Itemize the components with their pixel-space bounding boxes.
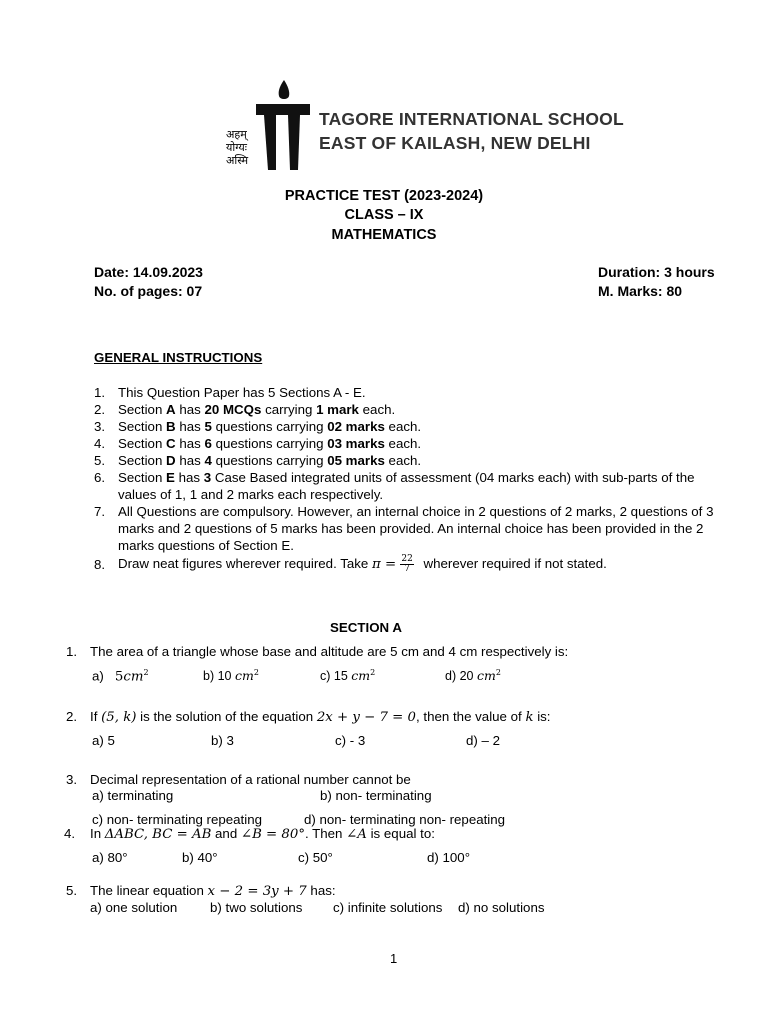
q2-option-b: b) 3	[211, 733, 234, 748]
page-number: 1	[390, 951, 398, 966]
instructions-heading: GENERAL INSTRUCTIONS	[94, 350, 263, 365]
school-name: TAGORE INTERNATIONAL SCHOOL	[319, 109, 624, 129]
q1-option-b: b) 10 $cm^2$	[203, 668, 259, 684]
q3-number: 3.	[66, 772, 78, 787]
q5-option-a: a) one solution	[90, 900, 178, 915]
class-title: CLASS – IX	[344, 207, 424, 223]
q4-option-c: c) 50°	[298, 850, 333, 865]
q4-option-b: b) 40°	[182, 850, 218, 865]
date: Date: 14.09.2023	[94, 264, 203, 280]
page-count: No. of pages: 07	[94, 283, 203, 299]
duration: Duration: 3 hours	[598, 264, 715, 280]
fraction-22-7: $\frac{22}{7}$	[401, 554, 413, 574]
max-marks: M. Marks: 80	[598, 283, 683, 299]
subject-title: MATHEMATICS	[331, 227, 437, 243]
q4-option-d: d) 100°	[427, 850, 471, 865]
q3-option-d: d) non- terminating non- repeating	[304, 812, 506, 827]
q2-option-d: d) – 2	[466, 733, 501, 748]
q3-option-a: a) terminating	[92, 788, 174, 803]
q5-option-c: c) infinite solutions	[333, 900, 443, 915]
q1-option-d: d) 20 $cm^2$	[445, 668, 501, 684]
q1-option-c: c) 15 $cm^2$	[320, 668, 376, 684]
q3-text: Decimal representation of a rational number cannot be	[90, 772, 411, 787]
section-a-heading: SECTION A	[330, 620, 402, 635]
q1-text: The area of a triangle whose base and altitude are 5 cm and 4 cm respectively is:	[90, 644, 569, 659]
q5-option-d: d) no solutions	[458, 900, 545, 915]
q2-option-a: a) 5	[92, 733, 115, 748]
q4-option-a: a) 80°	[92, 850, 128, 865]
q1-option-a: a) $5cm^2$	[92, 668, 149, 685]
q3-option-b: b) non- terminating	[320, 788, 432, 803]
q5-option-b: b) two solutions	[210, 900, 303, 915]
school-logo	[222, 78, 312, 174]
q2-number: 2.	[66, 709, 78, 724]
q2-option-c: c) - 3	[335, 733, 366, 748]
q4-number: 4.	[64, 826, 76, 841]
q3-option-c: c) non- terminating repeating	[92, 812, 262, 827]
school-location: EAST OF KAILASH, NEW DELHI	[319, 133, 591, 153]
q5-number: 5.	[66, 883, 78, 898]
q2-text: If (5, k) is the solution of the equation 2x + y − 7 = 0, then the value of k is:	[90, 709, 551, 725]
logo-motto: अहम् योग्यः अस्मि	[226, 128, 249, 167]
q1-number: 1.	[66, 644, 78, 659]
test-title: PRACTICE TEST (2023-2024)	[284, 188, 484, 204]
q4-text: In ΔABC, BC = AB and ∠B = 80°. Then ∠A is equal to:	[90, 826, 435, 842]
q5-text: The linear equation x − 2 = 3y + 7 has:	[90, 883, 336, 899]
